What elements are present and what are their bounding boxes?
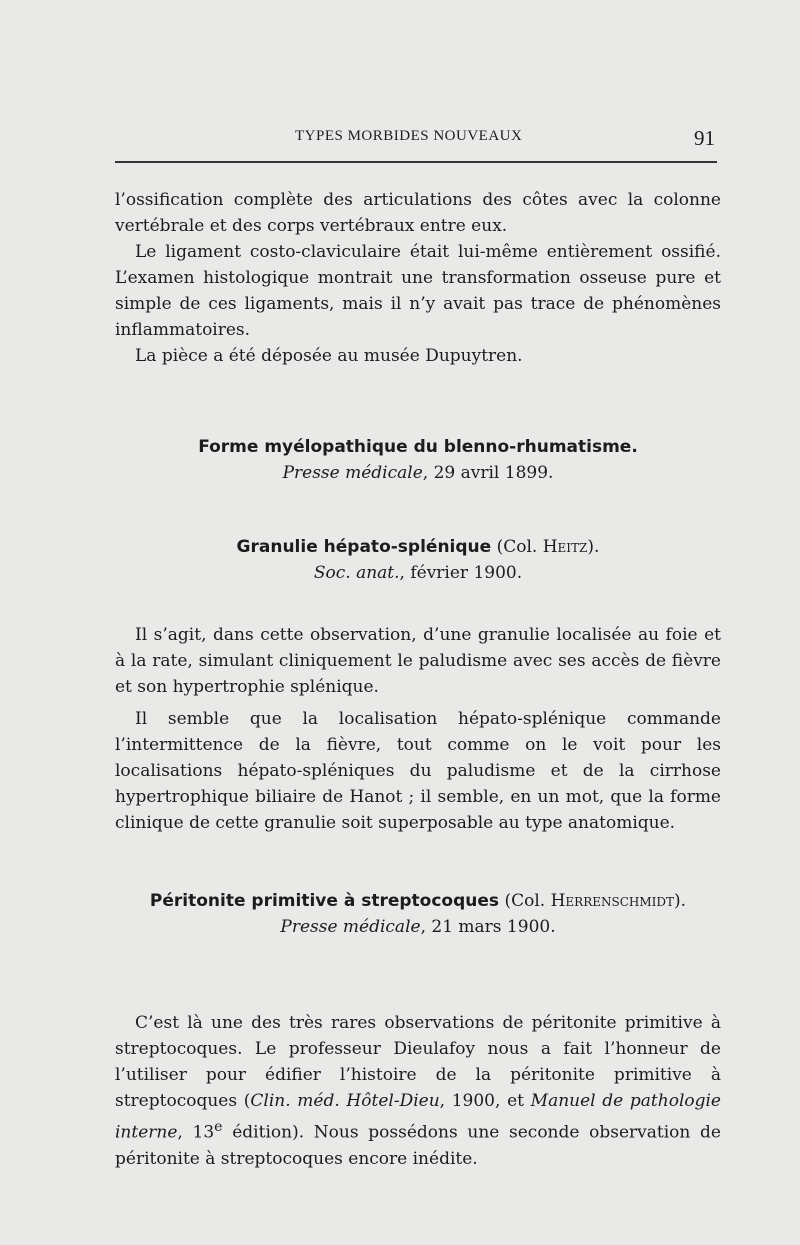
paragraph-granulie-1: Il s’agit, dans cette observation, d’une granulie localisée au foie et à la rate, simulant cliniquement le paludisme avec ses accès de fièvre et son hypertrophie splénique.: [115, 625, 721, 697]
paragraph-ligament: Le ligament costo-claviculaire était lui-même entièrement ossifié. L’examen histologique montrait une transformation osseuse pure et simple de ces ligaments, mais il n’y avait pas trace de phénomènes inflammatoires.: [115, 242, 721, 340]
paragraph-ossification: l’ossification complète des articulations des côtes avec la colonne vertébrale et des corps vertébraux entre eux.: [115, 190, 721, 236]
section-title: Granulie hépato-splénique (Col. Heitz).: [236, 537, 600, 557]
source-date: , 29 avril 1899.: [422, 463, 554, 483]
page-number: 91: [694, 126, 715, 150]
collaborator-prefix: (Col.: [491, 537, 543, 557]
section-source: [115, 914, 721, 940]
header-rule: [115, 161, 717, 163]
collaborator-suffix: ).: [674, 891, 687, 911]
source-journal: Soc. anat.: [313, 563, 400, 583]
running-title: TYPES MORBIDES NOUVEAUX: [295, 128, 523, 144]
edition-superscript: e: [214, 1119, 223, 1135]
section-source: [115, 560, 721, 586]
running-head: [115, 122, 715, 158]
section-heading-granulie: [115, 534, 721, 586]
paragraph-musee: La pièce a été déposée au musée Dupuytren.: [135, 346, 523, 366]
collaborator-suffix: ).: [587, 537, 600, 557]
collaborator-name: Heitz: [542, 537, 588, 557]
section-heading-peritonite: [115, 888, 721, 940]
source-date: , février 1900.: [399, 563, 523, 583]
collaborator-name: Herrenschmidt: [550, 891, 675, 911]
paragraph-granulie-2: Il semble que la localisation hépato-splénique commande l’intermittence de la fièvre, tout comme on le voit pour les localisations hépato-spléniques du paludisme et de la cirrhose hypertrophique biliaire de Hanot ; il semble, en un mot, que la forme clinique de cette granulie soit superposable au type anatomique.: [115, 709, 721, 833]
citation-clinique: Clin. méd. Hôtel-Dieu: [250, 1091, 440, 1111]
section-source: [115, 460, 721, 486]
paragraph-peritonite: C’est là une des très rares observations de péritonite primitive à streptocoques. Le professeur Dieulafoy nous a fait l’honneur de l’utiliser pour édifier l’histoire de la péritonite primitive à streptocoques (Clin. méd. Hôtel-Dieu, 1900, et Manuel de pathologie interne, 13e édition). Nous possédons une seconde observation de péritonite à streptocoques encore inédite.: [115, 1013, 721, 1169]
source-date: , 21 mars 1900.: [420, 917, 556, 937]
source-journal: Presse médicale: [282, 463, 423, 483]
citation-manuel: Manuel de pathologie interne: [115, 1091, 721, 1143]
section-title: Forme myélopathique du blenno-rhumatisme.: [198, 437, 638, 457]
source-journal: Presse médicale: [280, 917, 421, 937]
section-heading-forme-myelopathique: [115, 434, 721, 486]
collaborator-prefix: (Col.: [499, 891, 551, 911]
section-title: Péritonite primitive à streptocoques (Col. Herrenschmidt).: [149, 891, 687, 911]
